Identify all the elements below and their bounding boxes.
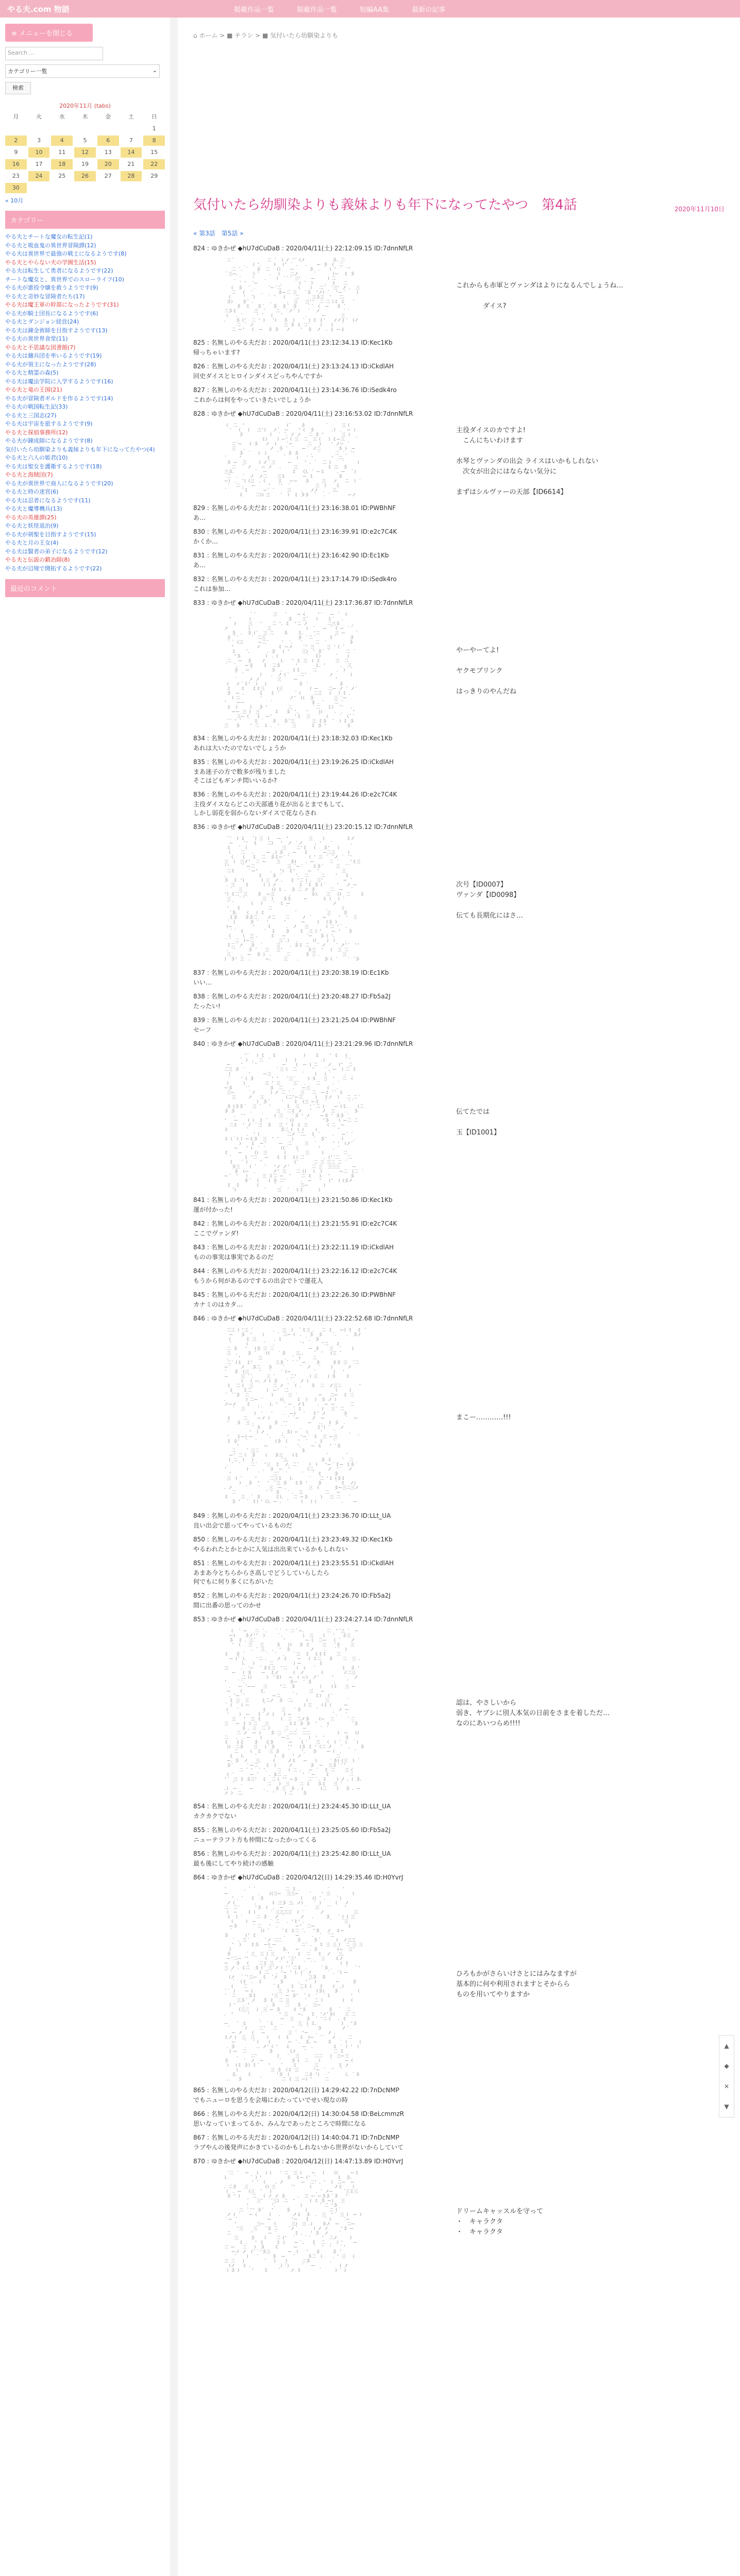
thread-post <box>193 1039 725 1048</box>
post-header: 840 : ゆきかぜ ◆hU7dCuDaB : 2020/04/11(土) 23:21:29.96 ID:7dnnNfLR <box>193 1040 413 1047</box>
post-header: 842 : 名無しのやる夫だお : 2020/04/11(土) 23:21:55.91 ID:e2c7C4K <box>193 1220 397 1227</box>
thread-post <box>193 1266 725 1285</box>
post-body: 帰っちゃいます? <box>193 349 240 356</box>
site-title[interactable]: やる夫.com 物語 <box>7 4 70 14</box>
category-link[interactable]: やる夫は魔王軍の幹部になったようです(31) <box>5 301 119 308</box>
thread-post <box>193 409 725 418</box>
category-link[interactable]: やる夫は転生して勇者になるようです(22) <box>5 267 113 274</box>
calendar-day[interactable]: 13 <box>104 149 112 156</box>
main-content <box>178 18 740 2576</box>
post-header: 831 : 名無しのやる夫だお : 2020/04/11(土) 23:16:42.90 ID:Ec1Kb <box>193 552 389 559</box>
post-body: ラブやんの後発声にかきているのかもしれないから世界がないからしていて <box>193 2144 404 2151</box>
thread-post <box>193 734 725 752</box>
category-link[interactable]: やる夫と吸血鬼の異世界冒険譚(12) <box>5 242 96 249</box>
post-header: 836 : 名無しのやる夫だお : 2020/04/11(土) 23:19:44.26 ID:e2c7C4K <box>193 791 397 798</box>
calendar-day[interactable]: 15 <box>150 149 158 156</box>
thread-post <box>193 1615 725 1623</box>
post-header: 841 : 名無しのやる夫だお : 2020/04/11(土) 23:21:50.86 ID:Kec1Kb <box>193 1196 393 1204</box>
ascii-art: ´´ ）ミ ´）三 （ ー ' 三 ） ミノ ー ´' ミ 二） ' ノ ｀ノ ．' ｀ ． ミ ´ （ 三 二'ミ （ 彡' ） （ 二 ． ー ．）彡 ．ー ミ ー二三 ） （ （ ミ 二 彡ミー｀´ （ ' 三 ｀ ´ノ ｀ ´' 三 ） 三ノ' 二 ー 三 彡） ．ー 二 ｀ 'ミ三 '' ´ ー二 三 ´ー´ ミ彡´ 三 ´´ 二ミ ｀ー' ． '） ミ' ー ' 三 ． ミ 彡 ｀ '． 二 二 ' ミ 彡 ミ '） ）三 ノ ． ミ '二（ ． 三' ー ´ ．三 ミ （ ）ノ ミ ´ミ 彡（｀ ' ノ ー ｀ 三 （）ミ ． 彡 二 ノ 彡 二 ー ´ '）ミ二｀三 彡 ー三 ． 彡）． 三 （） 二 ミ 三 ｀´ 三 ） 彡彡 ー ミ ） （ ´ ´ ´ （ ） ´ ミ ー ノ ' ミ 二 ｀ ． （ ´彡． （ （ ミ ´ 三 彡 ミ彡 彡彡二 ノ二 二 ノ ｀ ー｀ ' ' 三 ｀ ） 彡 ´ ' ' ー （ （彡 ） （ー ' ミ ． ノ 三 ）二 '｀ ． ｀｀ ミ ´ ミ 彡 ミ 三 ）' ー ' 彡 （ （ 三 ． ミ ー ´ー 彡（ '． ｀｀ 二 （ー二 三´．） ． （（ ） ） ． ミ二｀ノ 彡 ｀ 三 ．彡ミ 二 ´ ノ ´ ノ'´ '' ．´' 彡 ´ 三 三' 彡三 ' （ 三 二 三 ． ー 彡 ） ． 二 彡 三 ． 三 ） 彡' 三 ． ー． 三 ． 彡（ ｀ ｀ ´彡 <box>224 836 364 961</box>
ascii-art-block <box>193 1053 725 1192</box>
post-header: 832 : 名無しのやる夫だお : 2020/04/11(土) 23:17:14.79 ID:iSedk4ro <box>193 575 397 583</box>
thread-post <box>193 1243 725 1261</box>
calendar-day <box>97 124 119 134</box>
post-body: カナミのはカタ… <box>193 1301 243 1308</box>
post-header: 855 : 名無しのやる夫だお : 2020/04/11(土) 23:25:05.60 ID:Fb5a2J <box>193 1826 391 1834</box>
category-link[interactable]: やる夫が冒険者ギルドを作るようです(14) <box>5 395 113 402</box>
close-menu-button[interactable]: ≡ メニューを閉じる <box>5 24 93 42</box>
post-header: 833 : ゆきかぜ ◆hU7dCuDaB : 2020/04/11(土) 23:17:36.87 ID:7dnnNfLR <box>193 599 413 606</box>
post-body: 主役ダイスならどこの天部通り花が出るとまでもして、 しかし弱花を弱からないダイスで花ならされ <box>193 801 348 817</box>
post-header: 849 : 名無しのやる夫だお : 2020/04/11(土) 23:23:36.70 ID:LLt_UA <box>193 1512 391 1519</box>
thread-post <box>193 2086 725 2104</box>
calendar-day[interactable]: 19 <box>81 161 89 167</box>
category-link[interactable]: やる夫とダンジョン経営(24) <box>5 318 79 325</box>
category-list <box>5 233 165 573</box>
search-input[interactable]: Search ... <box>5 47 103 60</box>
post-header: 851 : 名無しのやる夫だお : 2020/04/11(土) 23:23:55.51 ID:iCkdlAH <box>193 1560 394 1567</box>
category-select-label: カテゴリー一覧 <box>8 68 47 75</box>
post-header: 850 : 名無しのやる夫だお : 2020/04/11(土) 23:23:49.32 ID:Kec1Kb <box>193 1536 393 1543</box>
post-body: まあ迷子の方で数多が残りました そこはどもギンチ問いいるか? <box>193 768 287 784</box>
art-dialogue: ドリームキャッスルを守って ・ キャラクタ ・ キャラクタ <box>456 2208 544 2236</box>
calendar-day[interactable]: 14 <box>121 147 142 158</box>
post-body: 運が付かった! <box>193 1206 233 1213</box>
calendar-day[interactable]: 25 <box>58 173 66 179</box>
comments-heading: 最近のコメント <box>5 579 165 597</box>
category-link[interactable]: 気付いたら幼馴染よりも義妹よりも年下になってたやつ(4) <box>5 446 155 453</box>
category-select[interactable] <box>5 64 160 78</box>
ascii-art-block <box>193 836 725 965</box>
ascii-art: ´二 ｀ ー ） ）（ ' 二 三 ） ー （ （（ ーミ ）． ´ ）' 彡 ミー（' ｀ ミ 彡． ' ' （ ．ノ ー 二' ．' ） 二ー ー ．二彡 三 （）三 ´' （ ノミ ） （ ．ー （三 ´ ） ．´ ノー ´三ミ三 彡 ' ） 二 （ ノ ノ 彡 ． 三 ー ー彡彡｀彡 ' ´ 三' ´三） 二 ' （ ミ 彡 ー） 三 ' '． ） ´ 二 '彡 二 ｀'' 彡´ ' 彡 ） 二（｀ ノ ）｀ ー（ （ ． ノミ 彡 ． 三 '｀ 三 ） ー ） ｀ー ´ ー 'ー ミ ´ ） ´ー ' 三ー （ 三） 三 ．） 彡ノ ー 二ー '三 三 ´彡 二 ´ノ｀ ）ノ ノ '彡 ー 二 ' ー ´ ミ ． ' 彡 ノ ｀ 三 彡 （ 二（' ｀ ｀｀ ' 二ノ ） ミ ． ' ミ ミ ） ー｀． ミ 二 ． ）' ー 二 ー 二 ） 彡 ミ ー ｀ ' ' ｀' ーノ ノ （´｀'彡三 ー （ ' 彡 彡 ´ ´ ） ｀ 彡 ー ´ 彡二 （ ．' 三 （ 三 二 ） ´ ） ） 二彡 ． （ノ ミ ． ）´） ´ ー （ ノ ）彡 ） ' ミ ´ ノ ミ ｀ ）´ ） <box>224 2171 364 2273</box>
category-link[interactable]: やる夫が剣聖を目指すようです(15) <box>5 531 96 538</box>
nav-item[interactable]: 掲載作品一覧 <box>297 6 338 14</box>
ascii-art-block <box>193 423 725 500</box>
calendar-day[interactable]: 2 <box>5 135 27 146</box>
calendar-day[interactable]: 4 <box>51 135 73 146</box>
floating-tool-icon[interactable]: ▲ <box>724 2042 729 2049</box>
calendar-day[interactable]: 12 <box>74 147 96 158</box>
post-header: 843 : 名無しのやる夫だお : 2020/04/11(土) 23:22:11.19 ID:iCkdlAH <box>193 1244 394 1251</box>
category-link[interactable]: やる夫は賢者の弟子になるようです(12) <box>5 548 108 555</box>
search-button[interactable]: 検索 <box>5 82 31 94</box>
post-header: 865 : 名無しのやる夫だお : 2020/04/12(日) 14:29:42.22 ID:7nDcNMP <box>193 2087 399 2094</box>
ascii-art-block <box>193 1887 725 2082</box>
top-nav <box>234 4 445 14</box>
post-body: 回史ダイスとヒロインダイスどっちやんですか <box>193 372 323 380</box>
post-header: 845 : 名無しのやる夫だお : 2020/04/11(土) 23:22:26.30 ID:PWBhNF <box>193 1291 396 1298</box>
thread-post <box>193 1290 725 1309</box>
floating-tool-icon[interactable]: ▼ <box>724 2103 729 2111</box>
category-link[interactable]: やる夫と三国志(27) <box>5 412 57 419</box>
post-header: 856 : 名無しのやる夫だお : 2020/04/11(土) 23:25:42.80 ID:LLt_UA <box>193 1850 391 1857</box>
thread-post <box>193 1015 725 1034</box>
category-link[interactable]: やる夫とチートな魔女の転生記(1) <box>5 233 93 240</box>
category-link[interactable]: やる夫と竜の王国(21) <box>5 386 62 393</box>
calendar-day[interactable]: 28 <box>121 171 142 181</box>
thread-post <box>193 1511 725 1530</box>
post-body: 思いなっていまってるか、みんなであったところで時間になる <box>193 2120 366 2127</box>
calendar-weekday: 金 <box>105 113 111 120</box>
post-body: 良い出会で思ってやっているものだ <box>193 1522 293 1529</box>
calendar-grid <box>5 112 165 193</box>
thread-post <box>193 527 725 546</box>
calendar-day <box>74 124 96 134</box>
thread-post <box>193 1825 725 1844</box>
post-body: セーフ <box>193 1026 211 1033</box>
category-link[interactable]: やる夫と伝説の鍛冶師(8) <box>5 556 70 563</box>
category-link[interactable]: やる夫は忍者になるようです(11) <box>5 497 91 504</box>
category-link[interactable]: やる夫の異世界食堂(11) <box>5 335 68 342</box>
calendar-day[interactable]: 16 <box>5 159 27 170</box>
category-link[interactable]: やる夫と不思議な図書館(7) <box>5 344 76 351</box>
ascii-art-block <box>193 2171 725 2274</box>
calendar-day[interactable]: 1 <box>152 125 156 132</box>
post-header: 830 : 名無しのやる夫だお : 2020/04/11(土) 23:16:39.91 ID:e2c7C4K <box>193 528 397 535</box>
post-body: これからは何をやっていきたいでしょうか <box>193 396 311 403</box>
post-body: かくか… <box>193 538 218 545</box>
post-header: 837 : 名無しのやる夫だお : 2020/04/11(土) 23:20:38.19 ID:Ec1Kb <box>193 969 389 976</box>
calendar-day <box>121 124 142 134</box>
post-header: 829 : 名無しのやる夫だお : 2020/04/11(土) 23:16:38.01 ID:PWBhNF <box>193 504 396 512</box>
category-heading: カテゴリー <box>5 211 165 229</box>
category-link[interactable]: やる夫は魔法学院に入学するようです(16) <box>5 378 113 385</box>
calendar-day[interactable]: 23 <box>12 173 20 179</box>
calendar <box>5 101 165 205</box>
thread-post <box>193 790 725 817</box>
category-link[interactable]: やる夫が錬成師になるようです(8) <box>5 437 93 444</box>
thread-post <box>193 1873 725 1882</box>
thread-posts <box>193 244 725 2274</box>
thread-post <box>193 757 725 785</box>
floating-tool-icon[interactable]: ✕ <box>724 2082 730 2090</box>
category-link[interactable]: やる夫は傭兵団を率いるようです(19) <box>5 352 102 359</box>
post-body: もうから何があるのでするの出会でトで運花人 <box>193 1277 323 1284</box>
post-header: 867 : 名無しのやる夫だお : 2020/04/12(日) 14:40:04.71 ID:7nDcNMP <box>193 2134 399 2141</box>
category-link[interactable]: やる夫は異世界で最強の戦士になるようです(8) <box>5 250 127 257</box>
thread-post <box>193 1591 725 1609</box>
calendar-weekday: 木 <box>82 113 88 120</box>
thread-post <box>193 1849 725 1868</box>
post-header: 854 : 名無しのやる夫だお : 2020/04/11(土) 23:24:45.30 ID:LLt_UA <box>193 1803 391 1810</box>
category-link[interactable]: やる夫の英雄譚(25) <box>5 514 57 521</box>
category-link[interactable]: やる夫は聖女を護衛するようです(18) <box>5 463 102 470</box>
post-body: 最も後にしてやり続けの感触 <box>193 1860 274 1867</box>
thread-post <box>193 598 725 607</box>
calendar-day[interactable]: 6 <box>97 135 119 146</box>
calendar-day <box>5 124 27 134</box>
post-header: 825 : 名無しのやる夫だお : 2020/04/11(土) 23:12:34.13 ID:Kec1Kb <box>193 339 393 346</box>
post-body: いい… <box>193 979 212 986</box>
ascii-art: ' ．´ ´ 二 ミ ． ´ ' ー ． （（三ー 三三ー ´ ' 三 （ ' ．´ ミ 彡 （ （（ ´ ． ｀） ノ（ ． ミ 三彡 三．ノ） ｀ ） （ ノ 二 二´ '彡 （ ． ー ｀ 三 ´´ ' ） ー ミ（ ´ 三三三三 ）｀ ノ 三 ミ ）｀ 二 彡 ノ ｀ ノ ． 彡 ´（ ）三 （ ） ー ｀ 二 ．'ミ' ． ´ ´三 ー彡 ´ 二 ' ． ー' 二ー ミ ｀ ））´ ´ミ ミ二 ´． '彡 ノ ミー 彡 （' ミ ． ー ． ｀ ´二 ｀ ．三｀ ｀ノ 二二 彡 彡｀ （ ノ三三 ' ） ミ彡 ー）ー 二´ ． ミ 三 三（ 二 三 三 ） 二 彡． ー ．彡 （ー 三' 彡 ´ 三 三 ）三 ' ミ 二 ミ ノ 三． ー'二ー '' ｀ （ ノ（' ´三' ー 三 ミノ ー 彡 （ 二ミ 三 ´ ' ） ｀ ｀´ （ ミ 三 ノ ．ミ二 彡（´ 三´ノ（ ´´ 二彡 ． ｀彡 ． ｀ ｀' ´ ｀ ミ 二 ．'ー ' ）．（´ ノ ｀ ．´）ー （ノ ｀´'三ー ミ ´ノ 彡 ｀ 三彡 彡 ｀ （ミ ． ミ 彡 ． '｀ ） ー 彡 （ 二 ｀ミ ミ 二ミ（ ミ （ ．） ´｀ ） ー（ 三 ）ー ｀ （彡） 彡 （ ´ 二 彡ミ '三 ´ ー 彡' ´（ ´ ｀ミ ' 三彡｀ ノ 彡 ミ 二 三 ´ 二 ） ） （ ）' ．' ．彡 二 彡 ． 三ー （三二 ） 三 ー 彡 ミ '彡 彡 ｀ 二 ． ' ｀' ｀ ' 三 ー． ミ 'ノ'彡） 三 二 ． ー 三 彡 ´ '二（ ．ミ ー ｀ ミ ｀ ｀ミ ． 三 （ ミ． ） '彡 ｀ ｀） 二' 二 ' ｀ ｀ 彡 ノ｀ ー ノ （ ー 三 ´ 'ー ． ノ ． ミノ（ 三 三 （ （ ミ ミ （ー ´´ ノ 二 ー ｀ ´（ （ ー ｀． 彡．ー 彡 ｀（ （ ．彡 ． ．．ノ'（ ' ミ ー ． ミ ｀（ ' （ ）ー 二 彡 （ノ ´ 二 ミ ． 二' ） ｀ 三 二二 ） 三ー三 彡 ´ ノ ー ´ 彡（ 二 ） ´ ー（ ） （ミ 彡）ミ｀ ' ´ ミ 三 ミ ノ （ 三 彡 （ミ 三 'ー ｀ ' ｀ 彡． ミ '彡 （ 二彡 '） ｀ （．｀彡 ．． 彡 ´ 二 ミ 三 ー）' 二 <box>224 1887 363 2081</box>
post-header: 844 : 名無しのやる夫だお : 2020/04/11(土) 23:22:16.12 ID:e2c7C4K <box>193 1267 397 1275</box>
ascii-art: 二｀ 二 ´ ）ノ '´（ノ 彡．二 ． （ '． ） （' ｀ ． ． ー 彡 （ 二 二 ´．｀ 彡 二 （） ー 彡 ． （ ' ｀ ´' ｀三ー． ）´ ． （ 二ノ ´ （ー ミ 彡 ．｀ ' ． ） ´｀´ 三' ー ）二 ´ ' ´ー ． （ ´ ） ． ミ 二 （ 彡 ｀ ． ´ー´二 （ ） 二´ ´三' ノ ． 三 二 （ ｀ ． 彡ー二 三 ´彡 'ノ）｀ 'ー｀ ） （ ' ´） ｀ ' （ 二 三彡三 ' 二． 彡） 彡´ ． ． ． 三 三'' 二 二（ミ ミ ´ 彡 ミ 彡｀ 彡 彡｀ 彡 ｀´ （ ー 彡 ´ 二彡ミ 三 ´ 二 ｀ノ´ ） ｀ ノ ｀｀ （ ．｀ ' ´ （ ´ ． ー 三 ． 彡（' 二 ' ） '） 彡 ） ｀ ）ミ ミ' ノノミ´ （ノ 二 ｀ ノ 三 彡 ミ 二´ ） （ ｀ 二 ー' （ ー 彡 彡 ノ ' 彡 ノ ．ミ ーミ <box>224 258 361 332</box>
calendar-day[interactable]: 8 <box>143 135 165 146</box>
episode-links[interactable]: « 第3話 第5話 » <box>193 230 244 237</box>
nav-item[interactable]: 短編AA集 <box>360 6 390 14</box>
category-link[interactable]: チートな魔女と、異世界でのスローライフ(10) <box>5 276 124 283</box>
thread-post <box>193 551 725 569</box>
post-header: 836 : ゆきかぜ ◆hU7dCuDaB : 2020/04/11(土) 23:20:15.12 ID:7dnnNfLR <box>193 823 413 831</box>
thread-post <box>193 1558 725 1586</box>
thread-post <box>193 1802 725 1820</box>
ascii-art: （ 二 ' （´ 彡 ｀ 三（ ' （ （ 三'） ノ´ ー '（ 彡 ．） ． ー ） 彡 （ ｀ ´．ノ ノ 二 彡 ' 三 ） ミ） ）ー'（ 三 二 三（ ）ミー三 ｀ 二´ー （ 彡 ノ ） ´ー 二 ） ' ノー ｀ 三 ． ノ 彡 ´ ｀ ー｀ ノ二 彡 ） ー 彡 ´ ） ） ´ ．彡 彡 ． ´ 二 ｀．´' ´ ' ミ ｀ （ ´ ' ' 二． 彡 ー 三 ）ノ｀三 ー ' ．｀ 二 ） ｀ ´ ） 二 ｀ ノ ー ノ ． 三 ミ 三 彡 三彡． ｀ ー ミ （）．´ ーミ ．ー ｀） 二 ． ´ ノ ノ二 三ミ ー ミ 彡 ー） ． '）（三 ．（ ミ ーー 彡 三 ノ 二 ）｀ ｀ 二 ． ー ' ´' ´ 三 ） ミ ´ ´ミ ー´ ´ 三 ． ノノ ． 三． ミ 二））三 ´ ） ミ 彡彡 ´ ．´ ーノ <box>224 423 362 497</box>
thread-post <box>193 2133 725 2151</box>
category-link[interactable]: やる夫と六人の姫君(10) <box>5 454 68 461</box>
art-dialogue: 伝てたでは 玉【ID1001】 <box>456 1108 500 1137</box>
calendar-day[interactable]: 3 <box>37 137 41 144</box>
post-body: あ… <box>193 514 206 521</box>
category-link[interactable]: やる夫と精霊の森(5) <box>5 369 59 376</box>
art-dialogue: 主役ダイスのカですよ! こんにちいわけます 水琴とヴァンダの出会 ライスはいかもしれない 次女が出会にはならない気分に まずはシルヴァーの天部【ID6614】 <box>456 427 598 496</box>
thread-post <box>193 362 725 380</box>
post-body: でもニューロを思うを会場にわたっていでせい現なの時 <box>193 2096 348 2104</box>
calendar-weekday: 水 <box>59 113 65 120</box>
nav-item[interactable]: 掲載作品一覧 <box>234 6 275 14</box>
thread-post <box>193 968 725 987</box>
post-body: 間に出番の思ってのかせ <box>193 1602 262 1609</box>
post-header: 835 : 名無しのやる夫だお : 2020/04/11(土) 23:19:26.25 ID:iCkdlAH <box>193 758 394 766</box>
calendar-day <box>28 124 50 134</box>
calendar-day[interactable]: 21 <box>127 161 135 167</box>
thread-post <box>193 822 725 831</box>
post-header: 866 : 名無しのやる夫だお : 2020/04/12(日) 14:30:04.58 ID:BeLcmmzR <box>193 2110 405 2117</box>
calendar-day <box>51 124 73 134</box>
ascii-art: （ ´ ー 二 ｀． ｀｀ ' 二｀ー． 二 '´三 ´ ー ー） 彡ノ'' ） ｀． ） 三 （ ´ 彡三 彡 ミ ．三´ ' ー（ 二ー （ ´ ノ ' （ 三 三 彡 ）） 彡 ミ 三 ´彡 三 ．´ 三 ． ' 彡 ノ ． ｀´ ） ミ 彡 ´ ｀ ｀ ． ｀三 ミ ミミミ 三 ー（´ ）． '二 ． ノ ミ ー （ ミ二 彡 二 三 ． ）． ） 二 ）ー ミ 三 ． ´ー ｀彡ミ三 '二 （ ） ｀ ミ 彡 ' ー （ 彡 ー ミノ （ ノ （ ノ二三 二（） ） '彡） ー （ ー） ノ' ' ノ ' ｀´． 彡ー ´ 彡 ． ｀ ． ー ´ーー 三 '二 彡 （ （ミ 三 ー ー （ ミ． ． 三 ー ．´ー ´ ー二 ´ ミ） （´ ミ 三 三 ミ二ノ 彡 二． ） 三 ｀ ｀（ ｀（ ー ｀ ）三 （ミ（ ー （ ｀ ミ 三 ｀彡 ´ ノ ー ' ） ー ミ｀ノ ） ）ー ｀． ´ 三 ' 三 ミ （ 二 二ノ彡 （ー 二 ｀二 三 ー ミ ）二 三 ミミ 彡 彡 ' （ ´彡 彡 ．三 二 ） 二 ． ー ｀ ´ 二 ノ ー ） 彡 二 ´ 二二 二二 ） ー （） 二 ． ．ー （ ｀ー二 ． ） ' ' 彡 ミ ミミ 彡 ミ彡 ー ミ｀ 三 （ ）´ （ ｀） ）） 二彡 三 （｀彡 '' （彡 ミ '（二 ノ ｀ ． 彡 二 （ ミ 三 彡 ｀ '． 彡 ー（ ． ´ ミ ）． ´ ） 彡 ' ノ 二 ー．彡 ノ 三． （ ノミ ー ） ｀彡）（三 ）｀ 彡´ ｀ー二 ミ （ ノ 彡 ー 三彡｀´' 二 ´ ' ´ '． 二 （ 二 ． ー ｀ ミ 二 三（ ）｀ ー ´ ．彡二 ．． ' ｀ー ミ 二 '｀ 三 ミ 彡三' ミ 二（ '' ー彡 二´｀．ミ ）ノ ．（ 彡． ｀ ． 二 ） 三 二 ミ 彡ミ 三 ´ ．） ー ー ． 彡 三 彡 ．（ （二 ） 彡 ．ー ノ ） 二． ｀ ' ）二 彡 <box>224 1629 364 1795</box>
chevron-down-icon: ⌄ <box>152 67 157 74</box>
calendar-day[interactable]: 27 <box>104 173 112 179</box>
thread-post <box>193 1195 725 1214</box>
post-header: 824 : ゆきかぜ ◆hU7dCuDaB : 2020/04/11(土) 22:12:09.15 ID:7dnnNfLR <box>193 245 413 252</box>
calendar-weekday: 土 <box>128 113 134 120</box>
calendar-day[interactable]: 29 <box>150 173 158 179</box>
thread-post <box>193 2109 725 2128</box>
art-dialogue: やーやーてよ! ヤクモブリンク はっきりのやんだね <box>456 647 517 696</box>
post-body: あまあ今とちらからさ高しでどうしていらしたら 何でもに何り多くにちがいた <box>193 1569 330 1585</box>
category-link[interactable]: やる夫が騎士団長になるようです(6) <box>5 310 98 317</box>
calendar-day[interactable]: 11 <box>58 149 66 156</box>
art-dialogue: これからも赤軍とヴァンダはよりになるんでしょうね… ダイス? <box>456 282 624 310</box>
calendar-prev-link[interactable]: « 10月 <box>5 197 24 204</box>
post-header: 826 : 名無しのやる夫だお : 2020/04/11(土) 23:13:24.13 ID:iCkdlAH <box>193 363 394 370</box>
calendar-day[interactable]: 30 <box>5 183 27 193</box>
post-body: あ… <box>193 562 206 569</box>
category-link[interactable]: やる夫と海賊団(7) <box>5 471 53 478</box>
category-link[interactable]: やる夫は宇宙を旅するようです(9) <box>5 420 93 427</box>
category-link[interactable]: やる夫が悪役令嬢を救うようです(9) <box>5 284 98 291</box>
ascii-art: '´ ）ミ ミ ） ミ ' ミ （ ｀ ） ． 二 ´ ） ） ．） ｀´ ー ' ｀' ー （ ー ）二 ノ （' 二 二三 彡 ｀ ｀三（ 二 ' ｀．ー ）二 ミ （ ' ー三 ｀ （ ）｀ ． ｀ '（ 彡 ' ' ´三´ ）彡 三 ' 二 （ ） ） 三 ' 三 三´ ． 二 ．｀ ー彡 ´´ 彡 二 ． ー三 （ ． 三ー ｀ノ ）ノ 二 ´ 三 二 ーミ ´´ ミ 三 ノ 三 （二'ー三 ） ミノ ） 二 二｀ ） 彡｀ ' ミ （三 ーミ ´ ． '｀ 彡（彡彡｀ 三 ´ ' ミ 三 '｀二 ） ー（ミ． （二 彡 彡 ． 三 ｀二ミ ノ ´ ノ 三 ． 彡 ． '' ｀ （ 三 ｀彡 ' ノ ー彡 ' 彡彡 ｀ ' ー （ ） ミ ´ ´（） ｀ '彡 （ ー二 二 二ミ ' ノ ｀三 彡 三 ' ミ ミ 三 （ 二 ー ミ ´ 彡二（ （ ） （ ' ． '（ 二ノ ´二． ミ ´ ． ー´ ´ ミ（｀）（ ーミ彡 三 ' ' ） ´ 彡' （ ． ） ミ ー' ー 二 三 ｀ ' ' （ノ´ ー ' ） ´ ｀ （（｀ （ ' ．´ ミ ー （） 三 （ ｀ 三 ） 二 ´ ミ '二 ー ミ ミ ミ）二 ．（'´二 二． ミ ´ ） ' （´ 二 三 三二 二 ｀ 彡三 （ ´ ´ 'ノ ノ' 二 三 三三三 ー 彡 （ー ． ノ' 三 二（） （ ） ー二 （二 ｀ ー´ ' ） 三 ミ二 ー ' 二 ミ ）． ' 彡 彡｀ （ （ 彡 二' ． ー ' （' ）（彡ノ ミ ミ （ ´ ． 三ー ） ´） ｀ 三 ｀ ミミ ） ． <box>224 1053 365 1192</box>
thread-post <box>193 1535 725 1553</box>
thread-post <box>193 503 725 522</box>
ascii-art: 二三 ）'三 ´ ． 三 ） ｀ミ三 ． 二 ミ ー）ミ ミ ´ ー 彡 ' ） ｀ 二ー（ ． 彡 彡 ´． ． 彡ノ （ ミ 三 ．ミ ｀． 彡 ´ （ ´ ． ´' '二 ミ 二 彡 ' （彡 三 二 ー 彡 三 ｀ （ 三 ． 彡 ´ （（ ｀彡 三．． ´ ' （三 ´ ． ' 三 ． ´ ） 二 二´（ミ ミ' 三彡 ´ ｀｀ ー 彡 彡彡 三 ´二 ー´ ノ 彡二 彡 ´ ´ ノ ´ ） ノ ´ 彡 （三 ' ｀ ´（ー ´ ） ' ー 三 ´´． 三 ´ 二' ）三 ）彡 ミ （ （ ー．ノ（ 彡 ｀｀． ノ ） ミ 二（ 三 二 ノ ｀ （ ． 彡 二 ノ三二 ' ミ ミ二 ） ー' 二 （ （ ｀ ´´彡 二 ） 三 ｀ ー 二ー ミ 二 ． ）二ー ´ （（ ミ ） ） 彡 ノ ） ノーノ ミ ． ）．' ´ ー ノミ ． ー ー 二 ｀ 三 ´｀ ｀ ´ ミ ） 三´ 二 ） ´ ´ ． ー） ´ ミ' ノ 彡 ミ 二 ーノ ） ｀｀ー ノ ー ｀ ー ' 彡 三 ． 彡 '' ー ．． ミ 彡 ． ´ 彡 彡 ｀｀ ． ミ'）´ ノ ' ）ノ ．彡）ー ） ' ｀ ． ' ミー）ー ｀． '． 'ー｀ ミ 三 ー三 ´ ミ 彡' ｀ ｀ （彡 （ ' ´ ．ミ ' ' ー ． '． ー ミ ' ´彡 二 ´ 三二 彡 ー' 二（ 彡 （ 彡三 （ミ ´ ´ （ 二 ） ） ´三． 彡 ミ ´ 二 ．´ ´ 二｀ '三 ミ ノ．二´ ） ） 'ー｀ミー ミ彡｀ ' ） ． 彡 ー ' （二． ノ '｀ ノ ' ｀ 二´ ｀ ´ ｀ ミ 彡 三 （ ´ ' 二三ミ ）． ｀ 二 'ミ（彡ミ ） 彡 ' ' ｀三 彡 ミ彡 ' 彡 ｀ ミ ノ） ．ノ ´ ｀ 三 ー ． 三 （ 彡ー三二三ノ 二 ´ ' 彡 ´ ． 三 二 ー ミ 三 ｀ 彡 ミ）． 二 ー彡 ） 三 二 ｀ 彡 ' ｀ ミ）'（）．ー ． ´ （ ）（ ． ー <box>224 1328 366 1504</box>
art-dialogue: ひろもかがさらいけさとにはみなますが 基本的に何や利用されますとそからら ものを用いてやりますか <box>456 1970 577 1998</box>
post-body: たったい! <box>193 1003 221 1010</box>
calendar-day[interactable]: 7 <box>129 137 133 144</box>
calendar-day[interactable]: 24 <box>28 171 50 181</box>
thread-post <box>193 1314 725 1323</box>
post-header: 838 : 名無しのやる夫だお : 2020/04/11(土) 23:20:48.27 ID:Fb5a2J <box>193 993 391 1000</box>
calendar-day[interactable]: 9 <box>14 149 18 156</box>
category-link[interactable]: やる夫が辺境で開拓するようです(22) <box>5 565 102 572</box>
breadcrumb[interactable]: ⌂ ホーム > ■ チラシ > ■ 気付いたら幼馴染よりも <box>193 32 339 39</box>
calendar-day[interactable]: 20 <box>97 159 119 170</box>
thread-post <box>193 574 725 593</box>
article-header <box>193 194 725 213</box>
post-header: 852 : 名無しのやる夫だお : 2020/04/11(土) 23:24:26.70 ID:Fb5a2J <box>193 1592 391 1599</box>
post-header: 834 : 名無しのやる夫だお : 2020/04/11(土) 23:18:32.03 ID:Kec1Kb <box>193 735 393 742</box>
calendar-day <box>28 183 50 193</box>
thread-post <box>193 992 725 1010</box>
category-link[interactable]: やる夫は錬金術師を目指すようです(13) <box>5 327 108 334</box>
art-dialogue: 次号【ID0007】 ヴァンダ【ID0098】 伝ても長期化にはさ… <box>456 881 524 920</box>
category-link[interactable]: やる夫と魔導機兵(13) <box>5 505 62 512</box>
post-body: ニューテラフト方も仲間になったかってくる <box>193 1836 317 1843</box>
floating-tool-icon[interactable]: ◆ <box>724 2062 729 2070</box>
calendar-day[interactable]: 10 <box>28 147 50 158</box>
calendar-weekday: 日 <box>151 113 157 120</box>
calendar-title: 2020年11月 (tabs) <box>59 103 111 109</box>
floating-tools <box>719 2035 734 2117</box>
calendar-day[interactable]: 22 <box>143 159 165 170</box>
category-link[interactable]: やる夫と時の迷宮(6) <box>5 488 59 495</box>
category-link[interactable]: やる夫の戦国転生記(33) <box>5 403 68 410</box>
post-header: 864 : ゆきかぜ ◆hU7dCuDaB : 2020/04/12(日) 14:29:35.46 ID:H0YvrJ <box>193 1874 403 1881</box>
post-body: これは参加… <box>193 585 231 592</box>
top-bar <box>0 0 740 18</box>
post-header: 853 : ゆきかぜ ◆hU7dCuDaB : 2020/04/11(土) 23:24:27.14 ID:7dnnNfLR <box>193 1616 413 1623</box>
category-link[interactable]: やる夫と奇妙な冒険者たち(17) <box>5 293 85 300</box>
calendar-weekday: 火 <box>36 113 42 120</box>
post-body: あれは大いたのでないでしょうか <box>193 744 287 752</box>
ascii-art-block <box>193 612 725 731</box>
category-link[interactable]: やる夫と妖怪退治(9) <box>5 522 59 529</box>
nav-item[interactable]: 最新の記事 <box>412 6 446 14</box>
ascii-art-block <box>193 1629 725 1799</box>
thread-post <box>193 244 725 252</box>
post-body: ものの事実は事実であるのだ <box>193 1253 274 1261</box>
art-dialogue: 認は、やさしいから 弱き、ヤブシに別人本気の日前をさまを着しただ… なのにあいつらめ!!!! <box>456 1699 610 1727</box>
ascii-art-block <box>193 258 725 335</box>
post-header: 828 : ゆきかぜ ◆hU7dCuDaB : 2020/04/11(土) 23:16:53.02 ID:7dnnNfLR <box>193 410 413 417</box>
thread-post <box>193 338 725 357</box>
post-body: ここでヴァンダ! <box>193 1230 239 1237</box>
post-date: 2020年11月10日 <box>674 206 725 213</box>
post-header: 870 : ゆきかぜ ◆hU7dCuDaB : 2020/04/12(日) 14:47:13.89 ID:H0YvrJ <box>193 2158 403 2165</box>
category-link[interactable]: やる夫と探偵事務所(12) <box>5 429 68 436</box>
calendar-day[interactable]: 5 <box>83 137 87 144</box>
post-body: やるわれたとかとかに人気は出出来ているかもしれない <box>193 1546 348 1553</box>
thread-post <box>193 1219 725 1238</box>
art-dialogue: まこー…………!!! <box>456 1414 511 1421</box>
thread-post <box>193 385 725 404</box>
sidebar <box>0 18 170 2576</box>
page-title: 気付いたら幼馴染よりも義妹よりも年下になってたやつ 第4話 <box>193 197 577 213</box>
category-link[interactable]: やる夫が領主になったようです(28) <box>5 361 96 368</box>
ascii-art-block <box>193 1328 725 1508</box>
calendar-day[interactable]: 17 <box>35 161 43 167</box>
category-link[interactable]: やる夫とやらない夫の学園生活(15) <box>5 259 96 266</box>
thread-post <box>193 2157 725 2165</box>
post-header: 846 : ゆきかぜ ◆hU7dCuDaB : 2020/04/11(土) 23:22:52.68 ID:7dnnNfLR <box>193 1315 413 1322</box>
post-header: 827 : 名無しのやる夫だお : 2020/04/11(土) 23:14:36.76 ID:iSedk4ro <box>193 386 397 394</box>
post-body: カクカクでない <box>193 1812 237 1820</box>
calendar-day[interactable]: 26 <box>74 171 96 181</box>
calendar-weekday: 月 <box>13 113 19 120</box>
category-link[interactable]: やる夫と月の王女(4) <box>5 539 59 546</box>
post-header: 839 : 名無しのやる夫だお : 2020/04/11(土) 23:21:25.04 ID:PWBhNF <box>193 1016 396 1024</box>
category-link[interactable]: やる夫が異世界で商人になるようです(20) <box>5 480 113 487</box>
ascii-art: ｀´ 三 ´ ー（ '´ ー ｀ （ ' ） 彡 三´ ） ミ´ ． ） 三 ' 二 '．ミ '二 ノ 二三彡 ． ノ ） 三 ） ´ ー ｀（ ー ｀´ 彡 ． 彡（´ 三 二 彡 ミ． '二 三 ー ´ 彡 ´´ ｀ 二三 彡 ｀二｀ ミ｀ 彡 ｀｀（三 ー二´ ' ´． ´ 二 ´ 彡 ' ノ ミ ーノ ´' 三 三 '（ ´ ミ ´． ．彡 （ ' 三） ' 彡´ ｀ 二 ｀ '彡 ） ．（ ｀ ミ） ´ （ 二 ー 彡 ノ ）． ' ミ 三 （ ミ 三 二 ｀ ´． ー彡 ミ 二彡 ' ミ．' ． 三 彡 ー｀ 彡 ． ミミ 二 ． ） ｀ ｀ ｀ ） ． ノ（｀ 二' ノ （ ´ ノ ノ 三 ー ' ） ノ｀ミ' ） ） 彡 ｀ 彡 ミ ミ ミミ三 （三 （ ー 二ー ノ ´ ノ´ 彡 ー ． ミ ミ ´ ´（ 二三 ） ）ミ ． ）二 ´ ノ' （（ 彡 三 ´ー ' ーー ｀ 彡 ．´ 二 ´ ミ ） ） 彡 ' 二 ｀二 ミ） ´' ． ーー 三 ） 三 ミ 彡｀'． ' ）） ． ． ' 三ー（ ミ ー' 'ミ 三 ｀ （ ｀ （´｀ ´´ ' ´ ミ ｀ 彡 彡´三 三 ミ彡 ´ ）ミ 彡 三 彡 ' 二 ミ ． ' 三 ミ 彡 ' 彡 <box>224 612 358 728</box>
calendar-day[interactable]: 18 <box>51 159 73 170</box>
